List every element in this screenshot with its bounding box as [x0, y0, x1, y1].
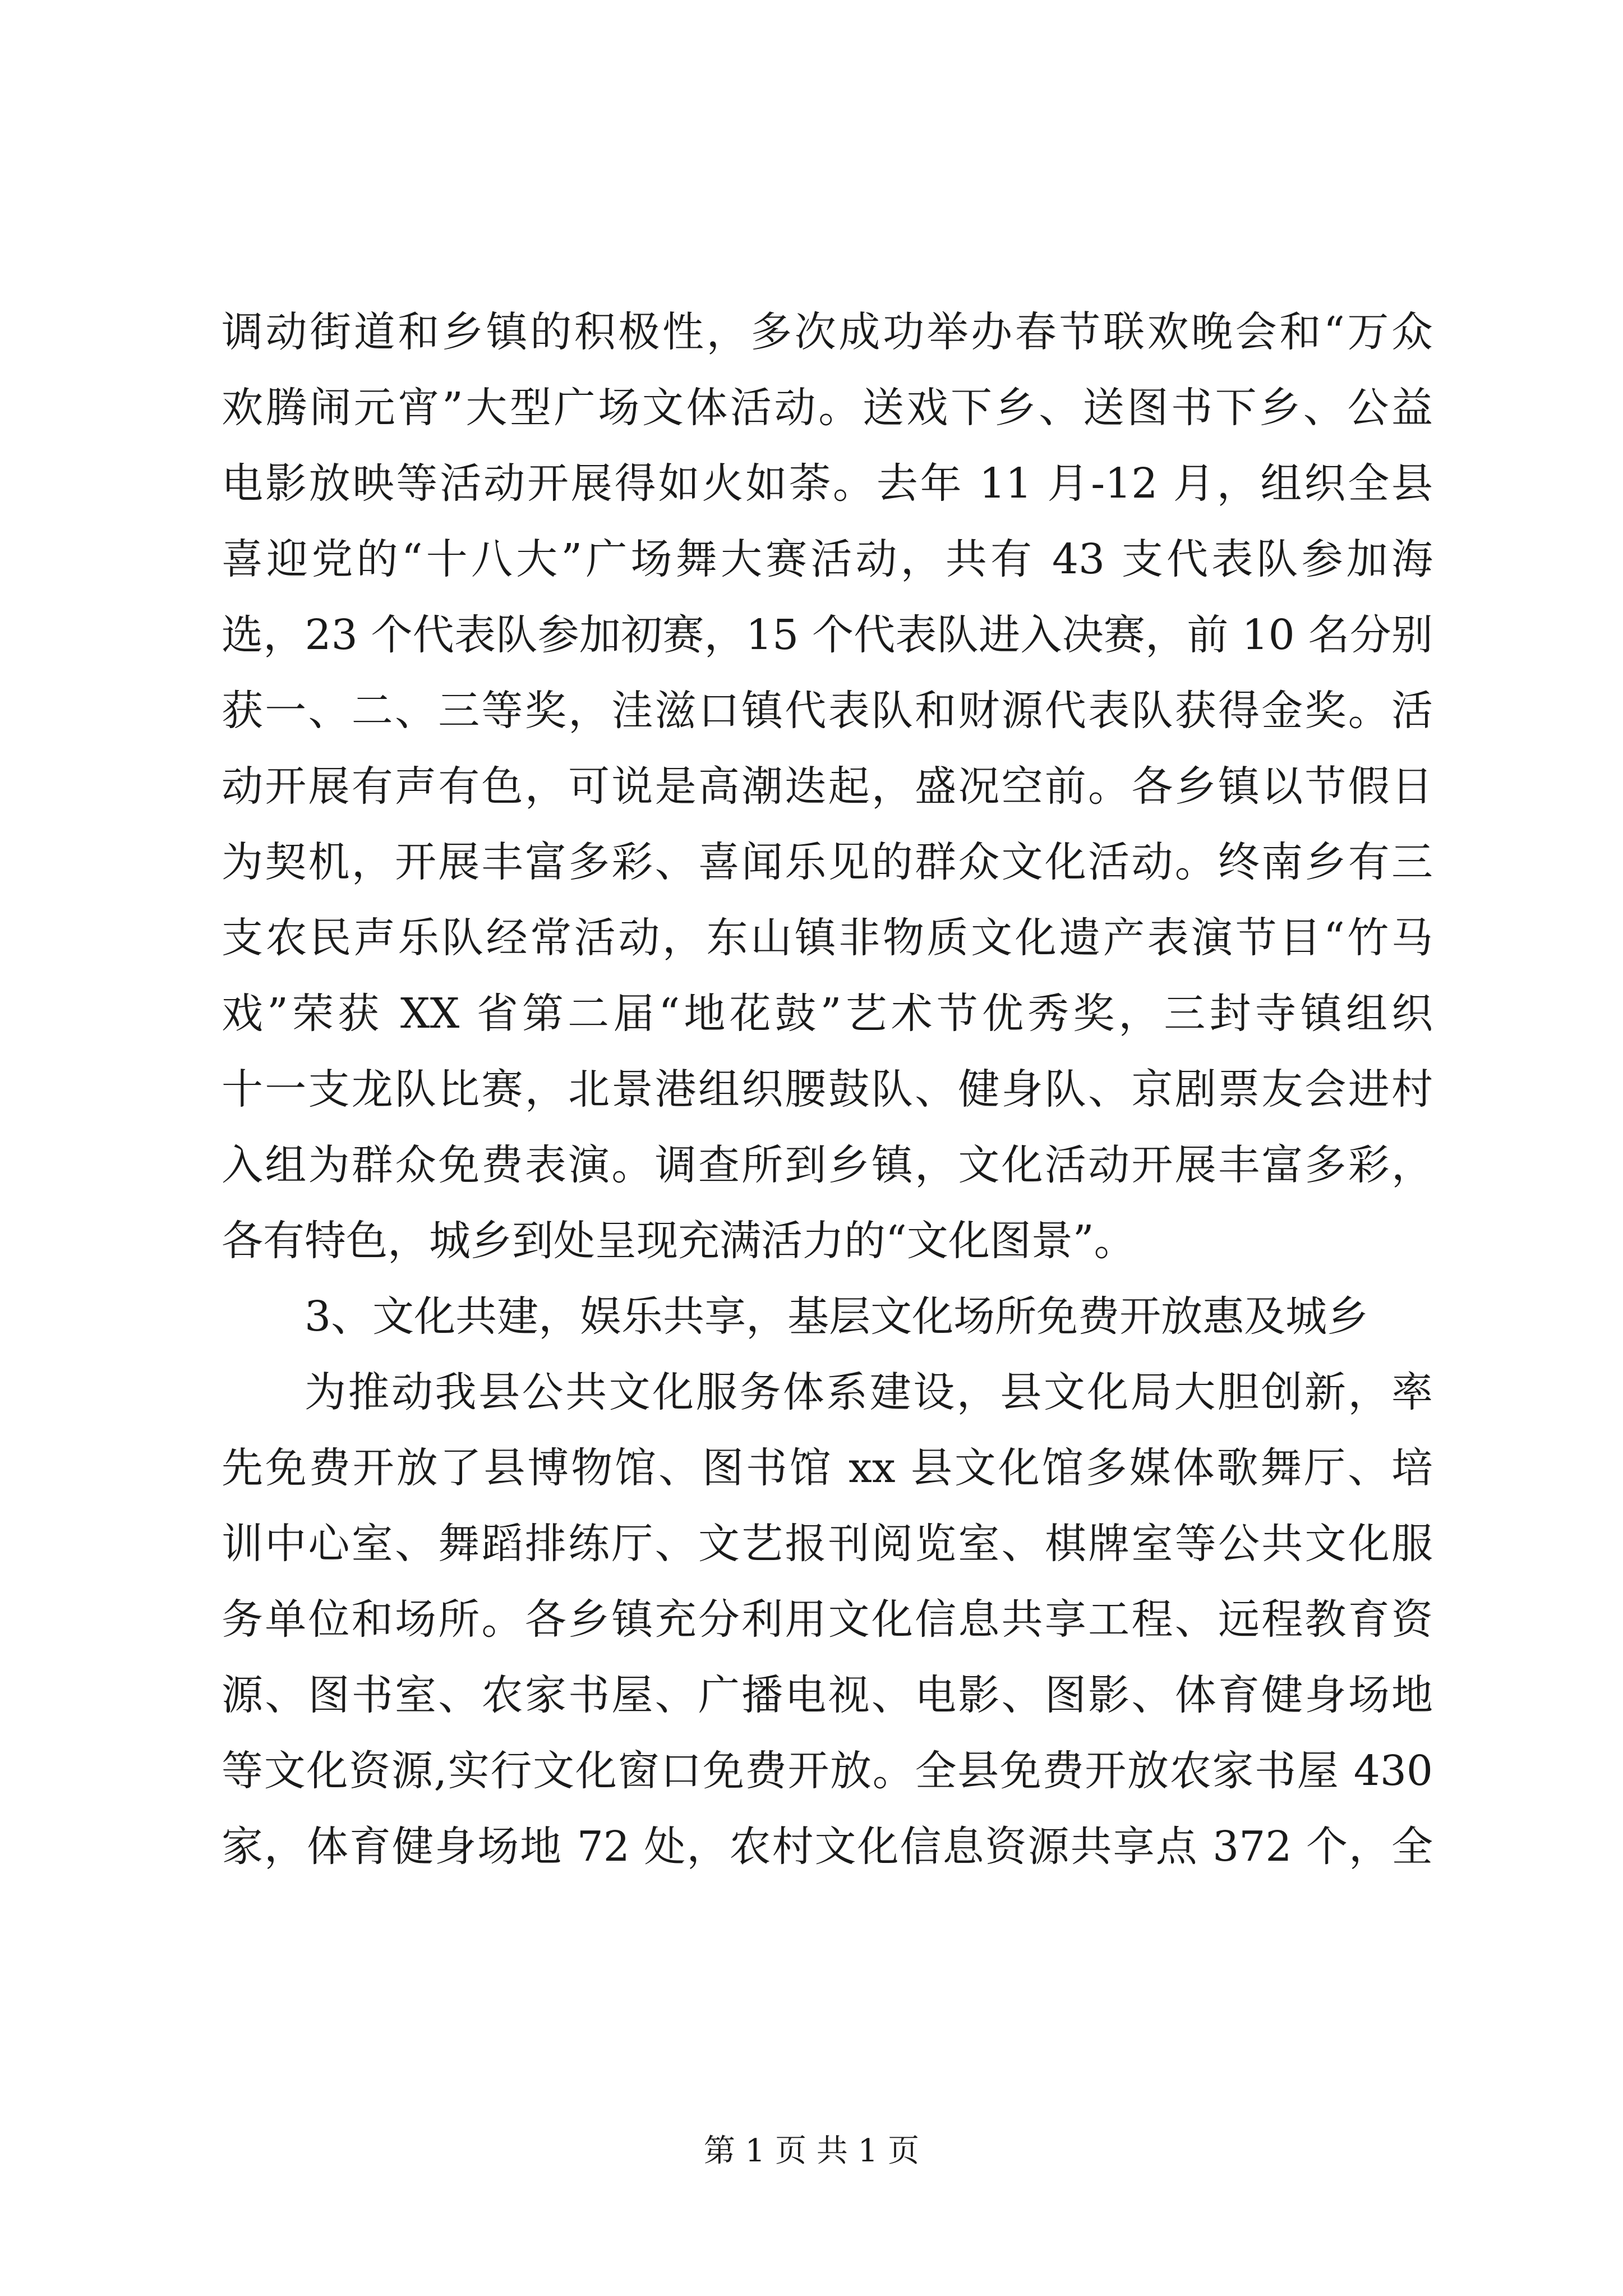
- body-line: 务单位和场所。各乡镇充分利用文化信息共享工程、远程教育资: [222, 1595, 1433, 1644]
- section-heading: 3、文化共建，娱乐共享，基层文化场所免费开放惠及城乡: [305, 1292, 1369, 1341]
- body-line: 调动街道和乡镇的积极性，多次成功举办春节联欢晚会和“万众: [222, 308, 1433, 356]
- page-number-footer: 第 1 页 共 1 页: [703, 2133, 920, 2169]
- body-line: 戏”荣获 XX 省第二届“地花鼓”艺术节优秀奖，三封寺镇组织: [222, 990, 1433, 1038]
- body-line: 欢腾闹元宵”大型广场文体活动。送戏下乡、送图书下乡、公益: [222, 384, 1433, 432]
- body-line: 先免费开放了县博物馆、图书馆 xx 县文化馆多媒体歌舞厅、培: [222, 1444, 1433, 1492]
- body-line: 支农民声乐队经常活动，东山镇非物质文化遗产表演节目“竹马: [222, 914, 1433, 962]
- body-line: 等文化资源,实行文化窗口免费开放。全县免费开放农家书屋 430: [222, 1747, 1433, 1795]
- body-line: 动开展有声有色，可说是高潮迭起，盛况空前。各乡镇以节假日: [222, 762, 1433, 811]
- body-line: 训中心室、舞蹈排练厅、文艺报刊阅览室、棋牌室等公共文化服: [222, 1520, 1433, 1568]
- body-line: 选，23 个代表队参加初赛，15 个代表队进入决赛，前 10 名分别: [222, 611, 1433, 659]
- body-line: 家，体育健身场地 72 处，农村文化信息资源共享点 372 个，全: [222, 1823, 1433, 1871]
- body-line: 为契机，开展丰富多彩、喜闻乐见的群众文化活动。终南乡有三: [222, 838, 1433, 886]
- body-line: 获一、二、三等奖，洼滋口镇代表队和财源代表队获得金奖。活: [222, 687, 1433, 735]
- body-line: 源、图书室、农家书屋、广播电视、电影、图影、体育健身场地: [222, 1671, 1433, 1719]
- body-line: 喜迎党的“十八大”广场舞大赛活动，共有 43 支代表队参加海: [222, 535, 1433, 583]
- document-body: [222, 295, 1433, 1885]
- body-line: 十一支龙队比赛，北景港组织腰鼓队、健身队、京剧票友会进村: [222, 1065, 1433, 1114]
- body-line: 入组为群众免费表演。调查所到乡镇，文化活动开展丰富多彩，: [222, 1141, 1433, 1189]
- body-line: 电影放映等活动开展得如火如荼。去年 11 月-12 月，组织全县: [222, 459, 1433, 508]
- body-line: 各有特色，城乡到处呈现充满活力的“文化图景”。: [222, 1217, 1136, 1265]
- body-line: 为推动我县公共文化服务体系建设，县文化局大胆创新，率: [305, 1368, 1433, 1416]
